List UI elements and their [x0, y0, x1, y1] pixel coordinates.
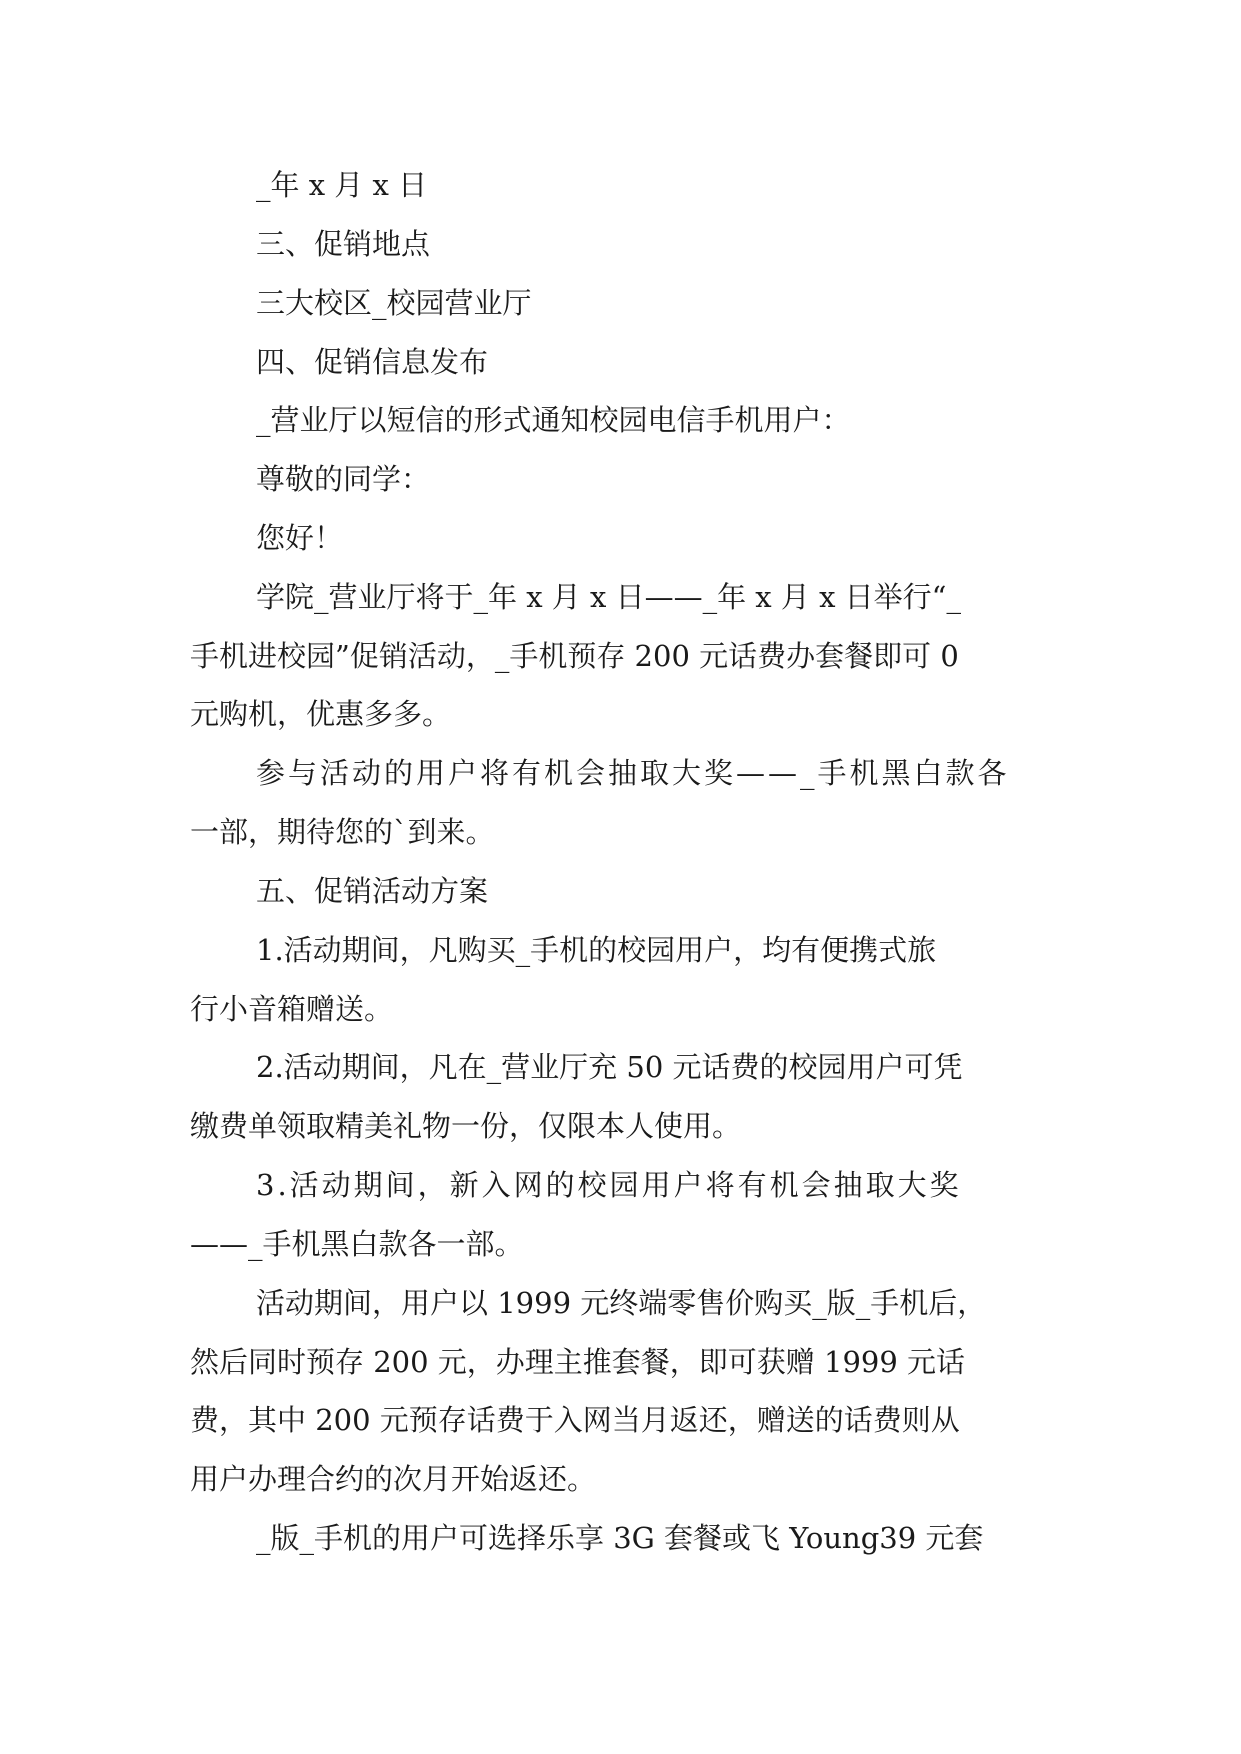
date-line: _年 x 月 x 日	[256, 168, 428, 202]
section-heading-promo-info: 四、促销信息发布	[256, 345, 489, 379]
plan-item-3-cont: ——_手机黑白款各一部。	[190, 1227, 524, 1261]
plan-item-2-cont: 缴费单领取精美礼物一份，仅限本人使用。	[190, 1109, 742, 1143]
greeting-hello: 您好！	[256, 521, 344, 555]
paragraph-line: 参与活动的用户将有机会抽取大奖——_手机黑白款各	[256, 756, 1010, 790]
greeting-salutation: 尊敬的同学：	[256, 462, 431, 496]
paragraph-line: 手机进校园”促销活动，_手机预存 200 元话费办套餐即可 0	[190, 639, 959, 673]
plan-item-1: 1.活动期间，凡购买_手机的校园用户，均有便携式旅	[256, 933, 937, 967]
paragraph-line: 然后同时预存 200 元，办理主推套餐，即可获赠 1999 元话	[190, 1345, 966, 1379]
paragraph-line: _版_手机的用户可选择乐享 3G 套餐或飞 Young39 元套	[256, 1521, 984, 1555]
sms-notice-line: _营业厅以短信的形式通知校园电信手机用户：	[256, 403, 851, 437]
paragraph-line: 学院_营业厅将于_年 x 月 x 日——_年 x 月 x 日举行“_	[256, 580, 961, 614]
paragraph-line: 元购机，优惠多多。	[190, 697, 452, 731]
plan-item-3: 3.活动期间，新入网的校园用户将有机会抽取大奖	[256, 1168, 962, 1202]
paragraph-line: 活动期间，用户以 1999 元终端零售价购买_版_手机后，	[256, 1286, 987, 1320]
paragraph-line: 费，其中 200 元预存话费于入网当月返还，赠送的话费则从	[190, 1403, 960, 1437]
promo-location-text: 三大校区_校园营业厅	[256, 286, 532, 320]
plan-item-1-cont: 行小音箱赠送。	[190, 992, 394, 1026]
paragraph-line: 用户办理合约的次月开始返还。	[190, 1462, 597, 1496]
section-heading-promo-plan: 五、促销活动方案	[256, 874, 489, 908]
paragraph-line: 一部，期待您的`到来。	[190, 815, 495, 849]
plan-item-2: 2.活动期间，凡在_营业厅充 50 元话费的校园用户可凭	[256, 1050, 963, 1084]
section-heading-promo-location: 三、促销地点	[256, 227, 431, 261]
